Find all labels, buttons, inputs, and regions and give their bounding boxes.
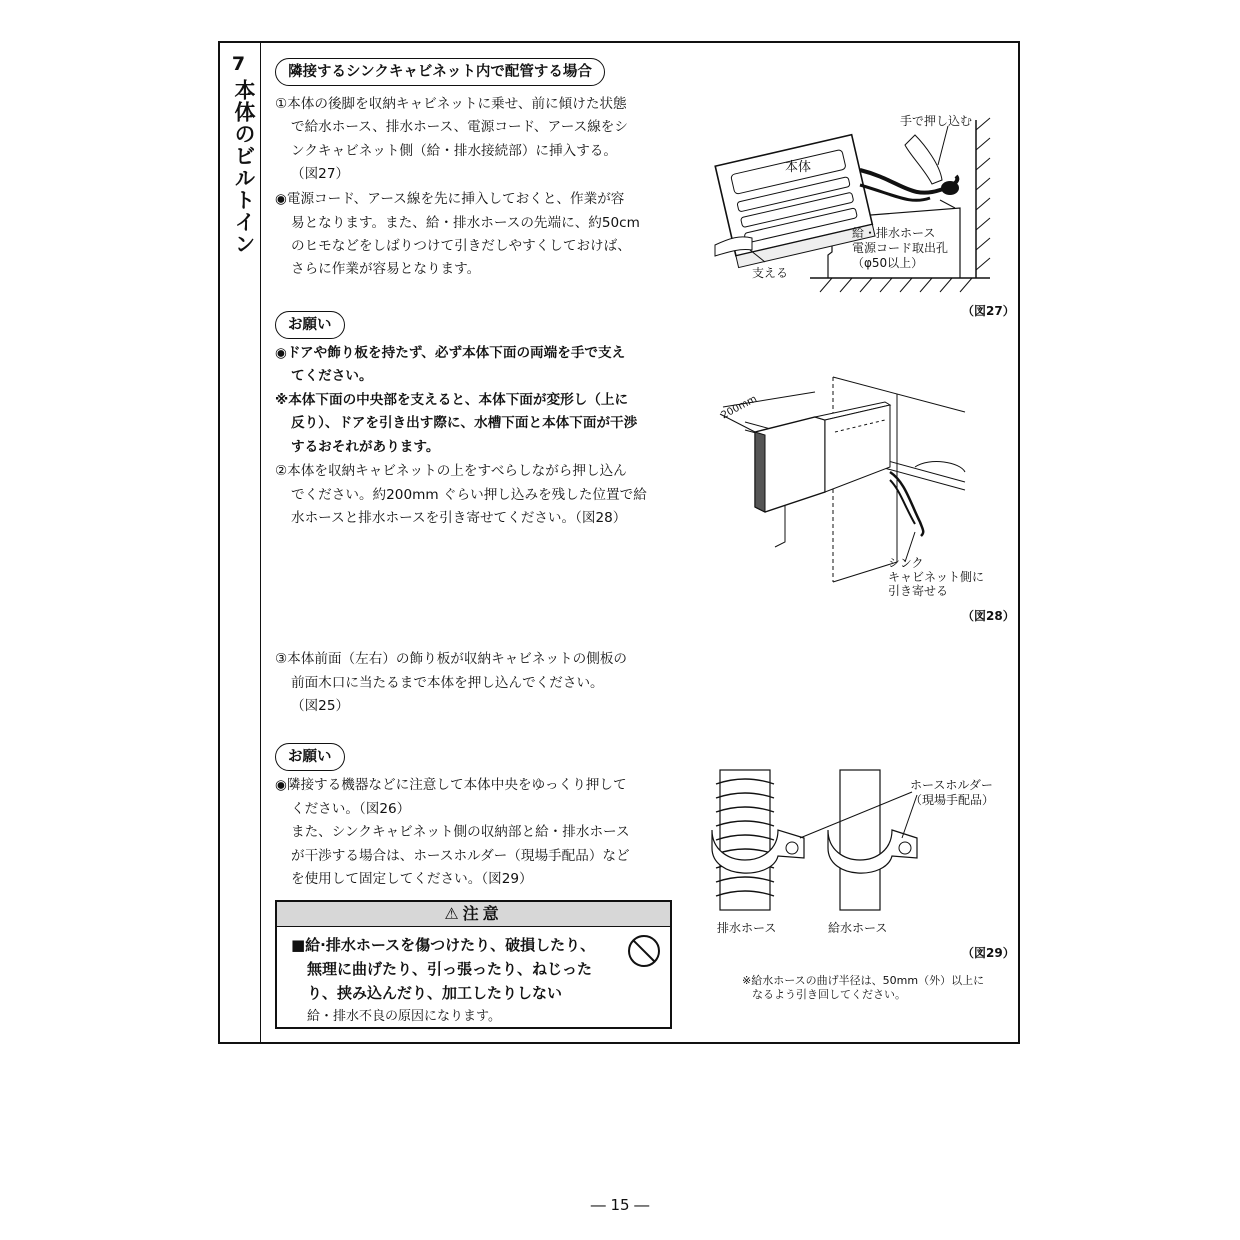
step2-line-1: ②本体を収納キャビネットの上をすべらしながら押し込ん bbox=[275, 463, 627, 479]
caution-box bbox=[275, 900, 672, 1029]
note1-line-4: さらに作業が容易となります。 bbox=[291, 261, 481, 277]
request-label-1: お願い bbox=[275, 311, 345, 339]
fig29-note-1: ※給水ホースの曲げ半径は、50mm（外）以上に bbox=[742, 974, 985, 987]
note1-line-3: のヒモなどをしばりつけて引きだしやすくしておけば、 bbox=[291, 238, 631, 254]
step3-line-1: ③本体前面（左右）の飾り板が収納キャビネットの側板の bbox=[275, 651, 628, 667]
section-sidebar bbox=[218, 41, 261, 1044]
fig27-label-hole-3: （φ50以上） bbox=[852, 256, 924, 270]
request2-line-3: また、シンクキャビネット側の収納部と給・排水ホース bbox=[291, 824, 630, 840]
fig27-label-support: 支える bbox=[752, 266, 789, 280]
fig29-label-drain: 排水ホース bbox=[717, 921, 777, 935]
fig29-label-supply: 給水ホース bbox=[828, 921, 888, 935]
caution-title: ⚠注意 bbox=[277, 902, 670, 927]
step1-line-3: ンクキャビネット側（給・排水接続部）に挿入する。 bbox=[291, 143, 617, 159]
request2-line-2: ください。（図26） bbox=[291, 801, 411, 817]
request1-line-3: ※本体下面の中央部を支えると、本体下面が変形し（上に bbox=[275, 392, 629, 408]
caution-line-1: ■給·排水ホースを傷つけたり、破損したり、 bbox=[291, 936, 596, 954]
caution-line-2: 無理に曲げたり、引っ張ったり、ねじった bbox=[307, 960, 593, 978]
request-label-2: お願い bbox=[275, 743, 345, 771]
fig29-caption: （図29） bbox=[962, 946, 1015, 960]
section-number: 7 bbox=[231, 53, 246, 75]
step1-line-4: （図27） bbox=[291, 166, 350, 182]
prohibited-icon bbox=[627, 934, 661, 968]
step1-line-2: で給水ホース、排水ホース、電源コード、アース線をシ bbox=[291, 119, 628, 135]
fig27-label-hole-2: 電源コード取出孔 bbox=[852, 241, 949, 255]
fig29-label-holder-1: ホースホルダー bbox=[910, 778, 993, 792]
request2-line-1: ◉隣接する機器などに注意して本体中央をゆっくり押して bbox=[275, 777, 627, 793]
page-number: ― 15 ― bbox=[590, 1196, 650, 1214]
fig27-caption: （図27） bbox=[962, 304, 1015, 318]
request1-line-2: てください。 bbox=[291, 368, 373, 384]
step3-line-3: （図25） bbox=[291, 698, 350, 714]
request1-line-1: ◉ドアや飾り板を持たず、必ず本体下面の両端を手で支え bbox=[275, 345, 626, 361]
step1-line-1: ①本体の後脚を収納キャビネットに乗せ、前に傾けた状態 bbox=[275, 96, 627, 112]
fig27-label-push: 手で押し込む bbox=[900, 114, 973, 128]
note1-line-2: 易となります。また、給・排水ホースの先端に、約50cm bbox=[291, 215, 640, 231]
heading-adjacent-sink: 隣接するシンクキャビネット内で配管する場合 bbox=[275, 58, 605, 86]
request1-line-4: 反り）、ドアを引き出す際に、水槽下面と本体下面が干渉 bbox=[291, 415, 638, 431]
fig28-label-pull-3: 引き寄せる bbox=[888, 584, 949, 598]
fig28-label-pull-2: キャビネット側に bbox=[888, 570, 985, 584]
note1-line-1: ◉電源コード、アース線を先に挿入しておくと、作業が容 bbox=[275, 191, 625, 207]
request2-line-5: を使用して固定してください。（図29） bbox=[291, 871, 533, 887]
request1-line-5: するおそれがあります。 bbox=[291, 439, 440, 455]
fig28-label-dim: 200mm bbox=[719, 393, 759, 422]
fig29-note-2: なるよう引き回してください。 bbox=[752, 988, 906, 1001]
step3-line-2: 前面木口に当たるまで本体を押し込んでください。 bbox=[291, 675, 604, 691]
fig28-label-pull-1: シンク bbox=[888, 556, 924, 570]
request2-line-4: が干渉する場合は、ホースホルダー（現場手配品）など bbox=[291, 848, 630, 864]
section-title: 本体のビルトイン bbox=[232, 79, 256, 255]
fig28-caption: （図28） bbox=[962, 609, 1015, 623]
fig27-label-body: 本体 bbox=[785, 160, 812, 175]
caution-sub: 給・排水不良の原因になります。 bbox=[307, 1009, 501, 1024]
step2-line-3: 水ホースと排水ホースを引き寄せてください。（図28） bbox=[291, 510, 627, 526]
caution-line-3: り、挟み込んだり、加工したりしない bbox=[307, 984, 563, 1002]
step2-line-2: でください。約200mm ぐらい押し込みを残した位置で給 bbox=[291, 487, 647, 503]
fig29-label-holder-2: （現場手配品） bbox=[910, 793, 995, 807]
fig29-illustration bbox=[712, 770, 942, 920]
fig27-label-hole-1: 給・排水ホース bbox=[852, 226, 936, 240]
